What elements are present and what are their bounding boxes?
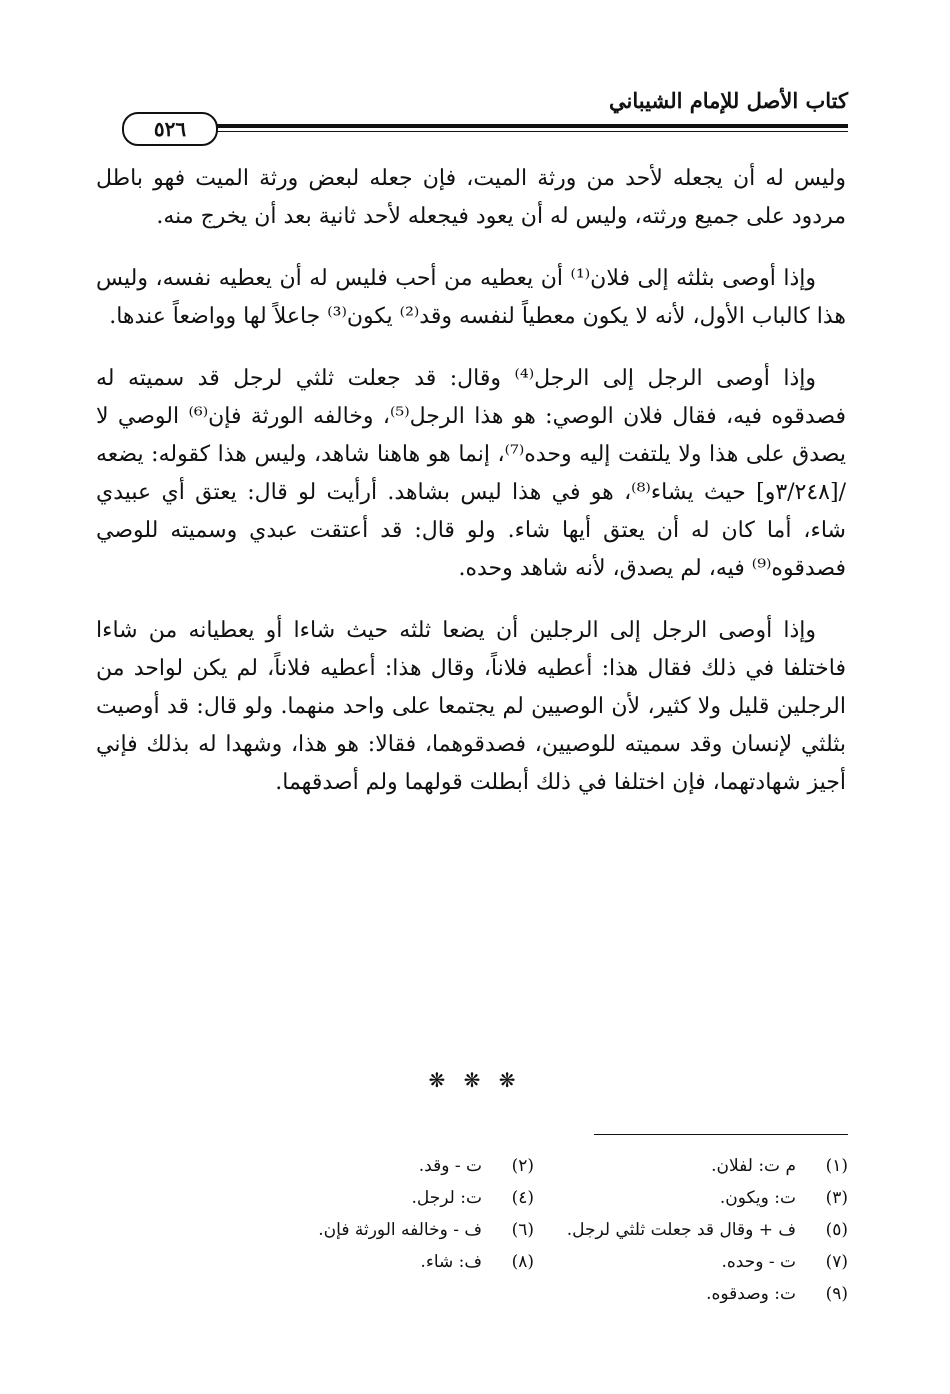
footnote-number: (٣) xyxy=(825,1188,848,1208)
paragraph: وإذا أوصى بثلثه إلى فلان⁽¹⁾ أن يعطيه من أحب فليس له أن يعطيه نفسه، وليس هذا كالباب الأول، لأنه لا يكون معطياً لنفسه وقد⁽²⁾ يكون⁽³⁾ جاعلاً لها وواضعاً عندها. xyxy=(96,266,846,329)
footnote-number: (٩) xyxy=(825,1284,848,1304)
body-text xyxy=(96,160,846,826)
footnote xyxy=(534,1278,848,1310)
footnote xyxy=(220,1246,534,1278)
book-title: كتاب الأصل للإمام الشيباني xyxy=(609,88,848,113)
paragraph: وليس له أن يجعله لأحد من ورثة الميت، فإن جعله لبعض ورثة الميت فهو باطل مردود على جميع ورثته، وليس له أن يعود فيجعله لأحد ثانية بعد أن يخرج منه. xyxy=(96,166,846,229)
footnote-text: ت: ويكون. xyxy=(719,1188,796,1208)
footnote-text: م ت: لفلان. xyxy=(711,1156,796,1176)
footnote-number: (٦) xyxy=(511,1220,534,1240)
footnote-number: (٢) xyxy=(511,1156,534,1176)
footnotes xyxy=(220,1150,848,1310)
footnote xyxy=(534,1182,848,1214)
header-rule-thick xyxy=(182,124,848,128)
footnote xyxy=(534,1246,848,1278)
footnote-text: ت - وحده. xyxy=(721,1252,796,1272)
footnote-number: (١) xyxy=(825,1156,848,1176)
page-number-badge xyxy=(122,112,218,146)
footnote xyxy=(220,1214,534,1246)
footnote-number: (٨) xyxy=(511,1252,534,1272)
footnote xyxy=(534,1214,848,1246)
paragraph: وإذا أوصى الرجل إلى الرجلين أن يضعا ثلثه حيث شاءا أو يعطيانه من شاءا فاختلفا في ذلك فقال هذا: أعطيه فلاناً، وقال هذا: أعطيه فلاناً، لم يكن لواحد من الرجلين قليل ولا كثير، لأن الوصيين لم يجتمعا على واحد منهما. ولو قال: قد أوصيت بثلثي لإنسان وقد سميته للوصيين، فصدقوهما، فقالا: هو هذا، وشهدا له بذلك فإني أجيز شهادتهما، فإن اختلفا في ذلك أبطلت قولهما ولم أصدقهما. xyxy=(96,618,846,795)
header-rule-thin xyxy=(182,131,848,132)
section-divider-ornament: ❋ ❋ ❋ xyxy=(428,1068,522,1092)
footnote-number: (٥) xyxy=(825,1220,848,1240)
footnote-text: ت - وقد. xyxy=(418,1156,482,1176)
page-header xyxy=(96,88,848,152)
footnote-number: (٤) xyxy=(511,1188,534,1208)
paragraph: وإذا أوصى الرجل إلى الرجل⁽⁴⁾ وقال: قد جعلت ثلثي لرجل قد سميته له فصدقوه فيه، فقال فلان الوصي: هو هذا الرجل⁽⁵⁾، وخالفه الورثة فإن⁽⁶⁾ الوصي لا يصدق على هذا ولا يلتفت إليه وحده⁽⁷⁾، إنما هو هاهنا شاهد، وليس هذا كقوله: يضعه /[٣/٢٤٨و] حيث يشاء⁽⁸⁾، هو في هذا ليس بشاهد. أرأيت لو قال: يعتق أي عبيدي شاء، أما كان له أن يعتق أيها شاء. ولو قال: قد أعتقت عبدي وسميته للوصي فصدقوه⁽⁹⁾ فيه، لم يصدق، لأنه شاهد وحده. xyxy=(96,366,846,581)
footnote-text: ت: وصدقوه. xyxy=(706,1284,796,1304)
page-number: ٥٢٦ xyxy=(153,117,187,141)
footnote xyxy=(534,1150,848,1182)
footnote-separator xyxy=(594,1134,848,1135)
footnote-text: ف: شاء. xyxy=(420,1252,482,1272)
footnote xyxy=(220,1150,534,1182)
footnote-text: ف + وقال قد جعلت ثلثي لرجل. xyxy=(566,1220,796,1240)
footnote-text: ف - وخالفه الورثة فإن. xyxy=(318,1220,482,1240)
footnote xyxy=(220,1182,534,1214)
footnote-text: ت: لرجل. xyxy=(411,1188,482,1208)
footnote-number: (٧) xyxy=(825,1252,848,1272)
